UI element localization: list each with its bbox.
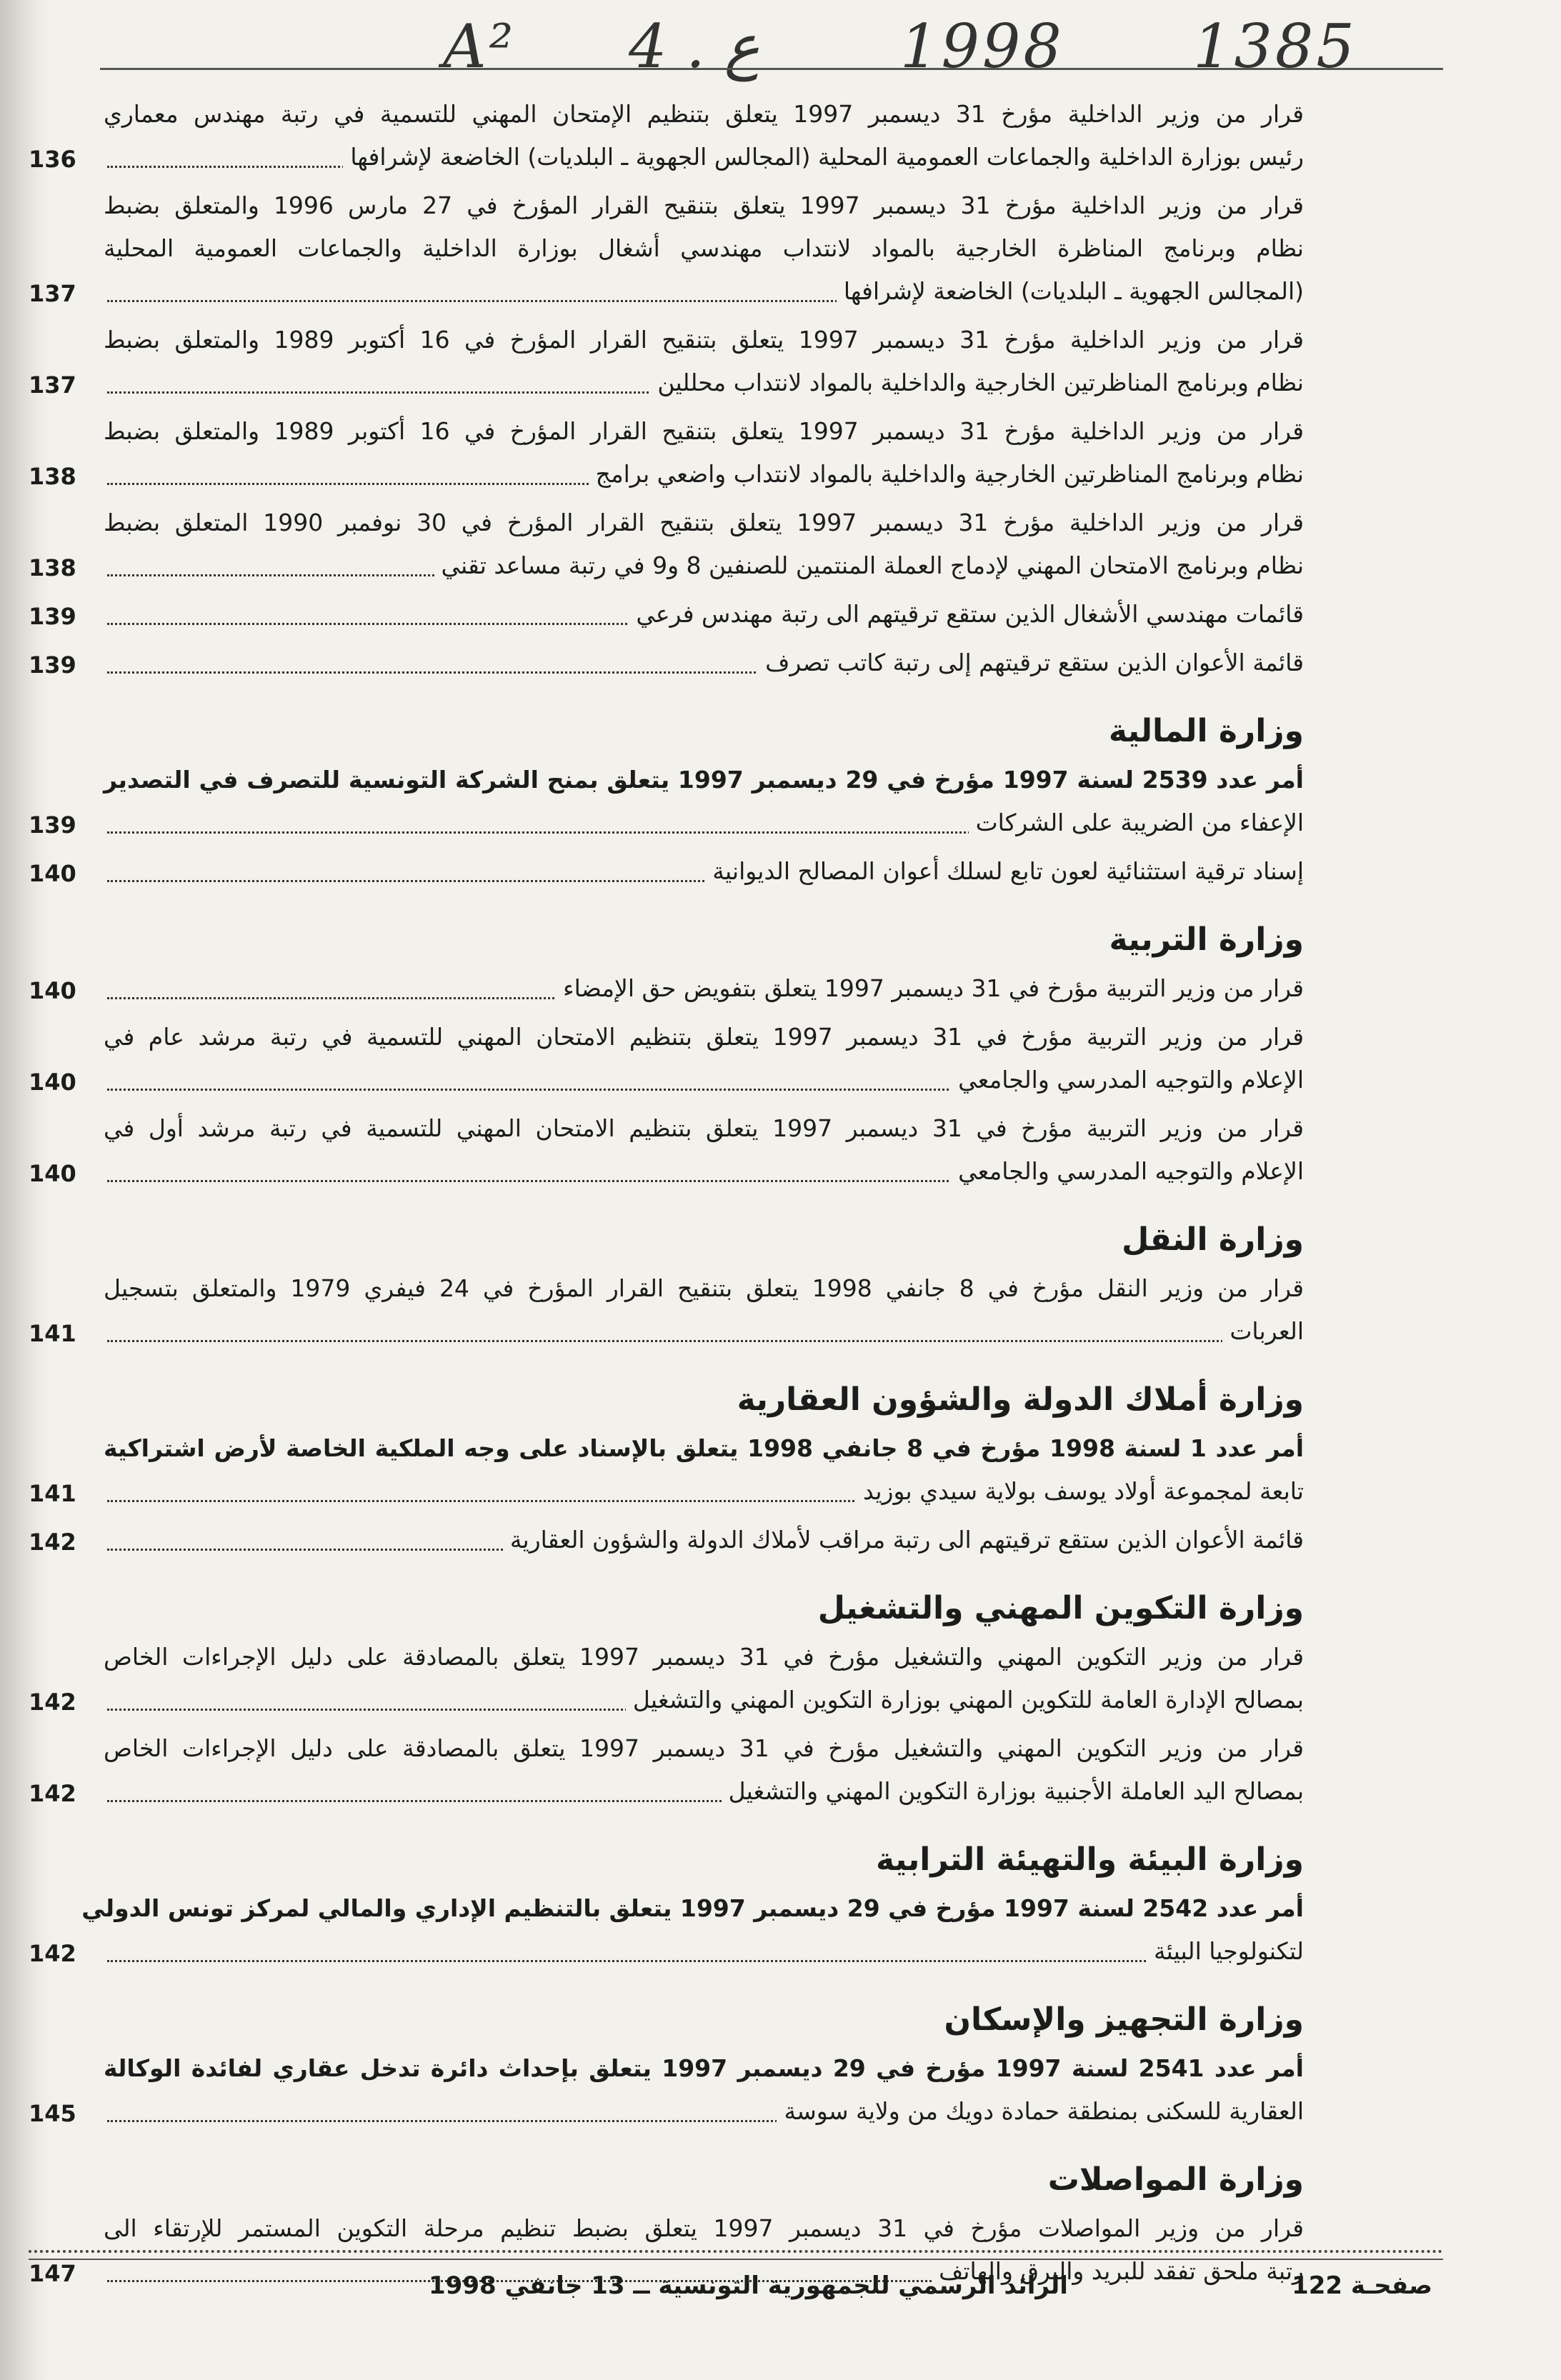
entry-text: قائمة الأعوان الذين ستقع ترقيتهم الى رتبة مراقب لأملاك الدولة والشؤون العقارية bbox=[104, 1519, 1304, 1561]
page-number: 140 bbox=[29, 977, 76, 1004]
entry-text: (المجالس الجهوية ـ البلديات) الخاضعة لإشرافها bbox=[104, 270, 1304, 313]
entry-text: قائمة الأعوان الذين ستقع ترقيتهم إلى رتبة كاتب تصرف bbox=[104, 641, 1304, 684]
entry-text: العقارية للسكنى بمنطقة حمادة دويك من ولاية سوسة bbox=[104, 2090, 1304, 2133]
footer-journal-title: الرائد الرسمي للجمهورية التونسية ــ 13 جانفي 1998 bbox=[429, 2271, 1068, 2300]
page-number: 142 bbox=[29, 1940, 76, 1967]
handwritten-mark-1: A² bbox=[443, 11, 517, 81]
page-number: 147 bbox=[29, 2260, 76, 2287]
section-heading: وزارة أملاك الدولة والشؤون العقارية bbox=[737, 1381, 1304, 1418]
entry-text: قرار من وزير النقل مؤرخ في 8 جانفي 1998 يتعلق بتنقيح القرار المؤرخ في 24 فيفري 1979 والمتعلق بتسجيل bbox=[104, 1274, 1304, 1302]
entry-text: قائمات مهندسي الأشغال الذين ستقع ترقيتهم الى رتبة مهندس فرعي bbox=[104, 593, 1304, 636]
page-number: 142 bbox=[29, 1689, 76, 1716]
entry-text: أمر عدد 2542 لسنة 1997 مؤرخ في 29 ديسمبر 1997 يتعلق بالتنظيم الإداري والمالي لمركز تونس الدولي bbox=[81, 1894, 1304, 1922]
handwritten-mark-2: 4 . ع bbox=[629, 11, 760, 81]
entry-text: أمر عدد 2541 لسنة 1997 مؤرخ في 29 ديسمبر 1997 يتعلق بإحداث دائرة تدخل عقاري لفائدة الوكالة bbox=[104, 2054, 1304, 2082]
entry-text: قرار من وزير التربية مؤرخ في 31 ديسمبر 1997 يتعلق بتفويض حق الإمضاء bbox=[104, 967, 1304, 1010]
section-heading: وزارة التجهيز والإسكان bbox=[944, 2001, 1304, 2038]
page-number: 139 bbox=[29, 651, 76, 679]
page-edge-shadow bbox=[0, 0, 50, 2380]
entry-text: بمصالح الإدارة العامة للتكوين المهني بوزارة التكوين المهني والتشغيل bbox=[104, 1679, 1304, 1721]
entry-text: قرار من وزير الداخلية مؤرخ 31 ديسمبر 1997 يتعلق بتنقيح القرار المؤرخ في 16 أكتوبر 1989 والمتعلق بضبط bbox=[104, 417, 1305, 445]
footer-divider-dotted bbox=[29, 2250, 1443, 2253]
entry-text: لتكنولوجيا البيئة bbox=[104, 1930, 1304, 1973]
entry-text: الإعفاء من الضريبة على الشركات bbox=[104, 801, 1304, 844]
entry-text: نظام وبرنامج المناظرتين الخارجية والداخلية بالمواد لانتداب محللين bbox=[104, 361, 1304, 404]
page-number: 140 bbox=[29, 860, 76, 887]
page-number: 142 bbox=[29, 1780, 76, 1807]
page-number: 142 bbox=[29, 1529, 76, 1556]
page-number: 137 bbox=[29, 371, 76, 399]
entry-text: الإعلام والتوجيه المدرسي والجامعي bbox=[104, 1059, 1304, 1101]
entry-text: نظام وبرنامج المناظرتين الخارجية والداخلية بالمواد لانتداب واضعي برامج bbox=[104, 453, 1304, 496]
page-number: 140 bbox=[29, 1069, 76, 1096]
entry-text: قرار من وزير الداخلية مؤرخ 31 ديسمبر 1997 يتعلق بتنقيح القرار المؤرخ في 30 نوفمبر 1990 المتعلق بضبط bbox=[104, 509, 1305, 536]
handwritten-mark-3: 1998 bbox=[900, 11, 1064, 81]
entry-text: بمصالح اليد العاملة الأجنبية بوزارة التكوين المهني والتشغيل bbox=[104, 1770, 1304, 1813]
page-number: 141 bbox=[29, 1480, 76, 1507]
footer-page-number: صفحـة 122 bbox=[1292, 2271, 1432, 2300]
entry-text: إسناد ترقية استثنائية لعون تابع لسلك أعوان المصالح الديوانية bbox=[104, 850, 1304, 893]
entry-text: أمر عدد 2539 لسنة 1997 مؤرخ في 29 ديسمبر 1997 يتعلق بمنح الشركة التونسية للتصرف في التصدير bbox=[104, 766, 1304, 794]
entry-text: نظام وبرنامج الامتحان المهني لإدماج العملة المنتمين للصنفين 8 و9 في رتبة مساعد تقني bbox=[104, 544, 1304, 587]
handwritten-mark-4: 1385 bbox=[1193, 11, 1357, 81]
section-heading: وزارة التربية bbox=[1109, 921, 1304, 958]
entry-text: قرار من وزير الداخلية مؤرخ 31 ديسمبر 1997 يتعلق بتنقيح القرار المؤرخ في 27 مارس 1996 والمتعلق بضبط bbox=[104, 191, 1305, 219]
page-number: 136 bbox=[29, 146, 76, 173]
section-heading: وزارة البيئة والتهيئة الترابية bbox=[876, 1841, 1304, 1878]
section-heading: وزارة التكوين المهني والتشغيل bbox=[817, 1590, 1304, 1626]
entry-text: رتبة ملحق تفقد للبريد والبرق والهاتف bbox=[104, 2250, 1304, 2293]
page-number: 139 bbox=[29, 603, 76, 630]
entry-text: العربات bbox=[104, 1310, 1304, 1353]
section-heading: وزارة المواصلات bbox=[1047, 2161, 1304, 2198]
entry-text: قرار من وزير المواصلات مؤرخ في 31 ديسمبر 1997 يتعلق بضبط تنظيم مرحلة التكوين المستمر للإرتقاء الى bbox=[104, 2214, 1305, 2242]
entry-text: رئيس بوزارة الداخلية والجماعات العمومية المحلية (المجالس الجهوية ـ البلديات) الخاضعة لإشرافها bbox=[104, 136, 1304, 179]
entry-text: أمر عدد 1 لسنة 1998 مؤرخ في 8 جانفي 1998 يتعلق بالإسناد على وجه الملكية الخاصة لأرض اشتراكية bbox=[104, 1434, 1304, 1462]
entry-text: قرار من وزير التربية مؤرخ في 31 ديسمبر 1997 يتعلق بتنظيم الامتحان المهني للتسمية في رتبة مرشد أول في bbox=[104, 1114, 1304, 1142]
footer-divider bbox=[29, 2259, 1443, 2260]
entry-text: تابعة لمجموعة أولاد يوسف بولاية سيدي بوزيد bbox=[104, 1470, 1304, 1513]
entry-text: قرار من وزير التكوين المهني والتشغيل مؤرخ في 31 ديسمبر 1997 يتعلق بالمصادقة على دليل الإجراءات الخاص bbox=[104, 1734, 1304, 1762]
entry-text: قرار من وزير الداخلية مؤرخ 31 ديسمبر 1997 يتعلق بتنظيم الإمتحان المهني للتسمية في رتبة مهندس معماري bbox=[104, 100, 1304, 128]
entry-text: الإعلام والتوجيه المدرسي والجامعي bbox=[104, 1150, 1304, 1193]
page-number: 140 bbox=[29, 1160, 76, 1187]
section-heading: وزارة المالية bbox=[1108, 713, 1304, 749]
page-number: 141 bbox=[29, 1320, 76, 1347]
page-number: 138 bbox=[29, 463, 76, 490]
entry-text: قرار من وزير التكوين المهني والتشغيل مؤرخ في 31 ديسمبر 1997 يتعلق بالمصادقة على دليل الإجراءات الخاص bbox=[104, 1643, 1304, 1671]
page-number: 145 bbox=[29, 2100, 76, 2127]
section-heading: وزارة النقل bbox=[1122, 1221, 1304, 1258]
page-number: 138 bbox=[29, 554, 76, 581]
entry-text: نظام وبرنامج المناظرة الخارجية بالمواد لانتداب مهندسي أشغال بوزارة الداخلية والجماعات العمومية المحلية bbox=[104, 234, 1304, 262]
entry-text: قرار من وزير التربية مؤرخ في 31 ديسمبر 1997 يتعلق بتنظيم الامتحان المهني للتسمية في رتبة مرشد عام في bbox=[104, 1023, 1304, 1051]
entry-text: قرار من وزير الداخلية مؤرخ 31 ديسمبر 1997 يتعلق بتنقيح القرار المؤرخ في 16 أكتوبر 1989 والمتعلق بضبط bbox=[104, 326, 1305, 354]
page-number: 139 bbox=[29, 811, 76, 839]
page-number: 137 bbox=[29, 280, 76, 307]
